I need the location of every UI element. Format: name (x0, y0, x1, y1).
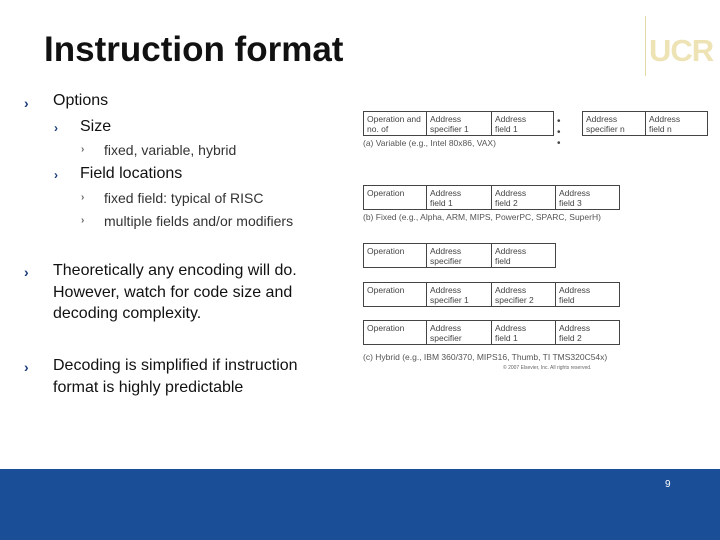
cell-line: field 1 (495, 333, 518, 343)
cell-line: specifier 2 (495, 295, 534, 305)
cell-line: Operation (367, 188, 405, 198)
cell-line: Address (559, 323, 591, 333)
ucr-logo: UCR (649, 33, 714, 68)
page-number: 9 (665, 479, 671, 490)
cell-line: Operation (367, 285, 405, 295)
cell-line: Operation and (367, 114, 421, 124)
cell-line: Address (586, 114, 618, 124)
text-line: decoding complexity. (53, 305, 202, 322)
chevron-right-icon: › (81, 215, 85, 226)
cell-line: Address (430, 323, 462, 333)
chevron-right-icon: › (24, 264, 29, 280)
bullet-multiple-fields: multiple fields and/or modifiers (104, 213, 294, 229)
format-cell (363, 185, 427, 210)
format-cell (492, 320, 556, 345)
bullet-options: Options (53, 92, 109, 109)
format-cell (427, 243, 492, 268)
chevron-right-icon: › (54, 121, 58, 135)
cell-line: Address (649, 114, 681, 124)
cell-line: field (559, 295, 575, 305)
cell-line: Address (559, 285, 591, 295)
ellipsis: • • • (557, 116, 562, 149)
cell-line: Address (430, 114, 462, 124)
cell-line: Address (495, 285, 527, 295)
cell-line: specifier (430, 256, 462, 266)
chevron-right-icon: › (24, 95, 29, 111)
format-cell (556, 185, 620, 210)
bullet-decoding (53, 355, 298, 398)
format-cell (556, 282, 620, 307)
text-line: Theoretically any encoding will do. (53, 262, 297, 279)
format-cell (427, 111, 492, 136)
cell-line: field 2 (559, 333, 582, 343)
cell-line: Address (495, 246, 527, 256)
format-cell (363, 111, 427, 136)
cell-line: Address (495, 188, 527, 198)
cell-line: field 1 (495, 124, 518, 134)
figure-caption: (b) Fixed (e.g., Alpha, ARM, MIPS, PowerPC, SPARC, SuperH) (363, 212, 601, 222)
cell-line: field n (649, 124, 672, 134)
cell-line: Address (430, 285, 462, 295)
format-cell (582, 111, 646, 136)
cell-line: specifier n (586, 124, 625, 134)
figure-caption: (a) Variable (e.g., Intel 80x86, VAX) (363, 138, 496, 148)
cell-line: Address (430, 246, 462, 256)
chevron-right-icon: › (81, 192, 85, 203)
cell-line: specifier 1 (430, 124, 469, 134)
chevron-right-icon: › (81, 144, 85, 155)
cell-line: no. of (367, 124, 389, 134)
text-line: Decoding is simplified if instruction (53, 357, 298, 374)
footer-bar (0, 469, 720, 540)
bullet-field-locations: Field locations (80, 165, 183, 182)
cell-line: Address (495, 323, 527, 333)
logo-divider (645, 16, 646, 76)
text-line: However, watch for code size and (53, 283, 293, 301)
cell-line: field 2 (495, 198, 518, 208)
format-cell (363, 320, 427, 345)
figure-caption: (c) Hybrid (e.g., IBM 360/370, MIPS16, Thumb, TI TMS320C54x) (363, 352, 608, 362)
format-cell (492, 111, 554, 136)
format-cell (427, 282, 492, 307)
figure-copyright: © 2007 Elsevier, Inc. All rights reserved. (503, 365, 592, 371)
chevron-right-icon: › (54, 168, 58, 182)
cell-line: Address (430, 188, 462, 198)
format-cell (427, 320, 492, 345)
text-line: format is highly predictable (53, 378, 244, 396)
format-cell (363, 282, 427, 307)
format-cell (363, 243, 427, 268)
cell-line: field 1 (430, 198, 453, 208)
cell-line: specifier 1 (430, 295, 469, 305)
format-cell (646, 111, 708, 136)
bullet-theory (53, 260, 297, 325)
format-cell (556, 320, 620, 345)
slide-title: Instruction format (44, 30, 344, 69)
bullet-size: Size (80, 118, 112, 135)
cell-line: Address (495, 114, 527, 124)
cell-line: field 3 (559, 198, 582, 208)
format-cell (492, 185, 556, 210)
format-cell (492, 243, 556, 268)
format-cell (427, 185, 492, 210)
bullet-size-types: fixed, variable, hybrid (104, 142, 237, 158)
cell-line: specifier (430, 333, 462, 343)
chevron-right-icon: › (24, 359, 29, 375)
cell-line: field (495, 256, 511, 266)
cell-line: Address (559, 188, 591, 198)
cell-line: Operation (367, 323, 405, 333)
format-cell (492, 282, 556, 307)
bullet-fixed-field: fixed field: typical of RISC (104, 190, 264, 206)
cell-line: Operation (367, 246, 405, 256)
